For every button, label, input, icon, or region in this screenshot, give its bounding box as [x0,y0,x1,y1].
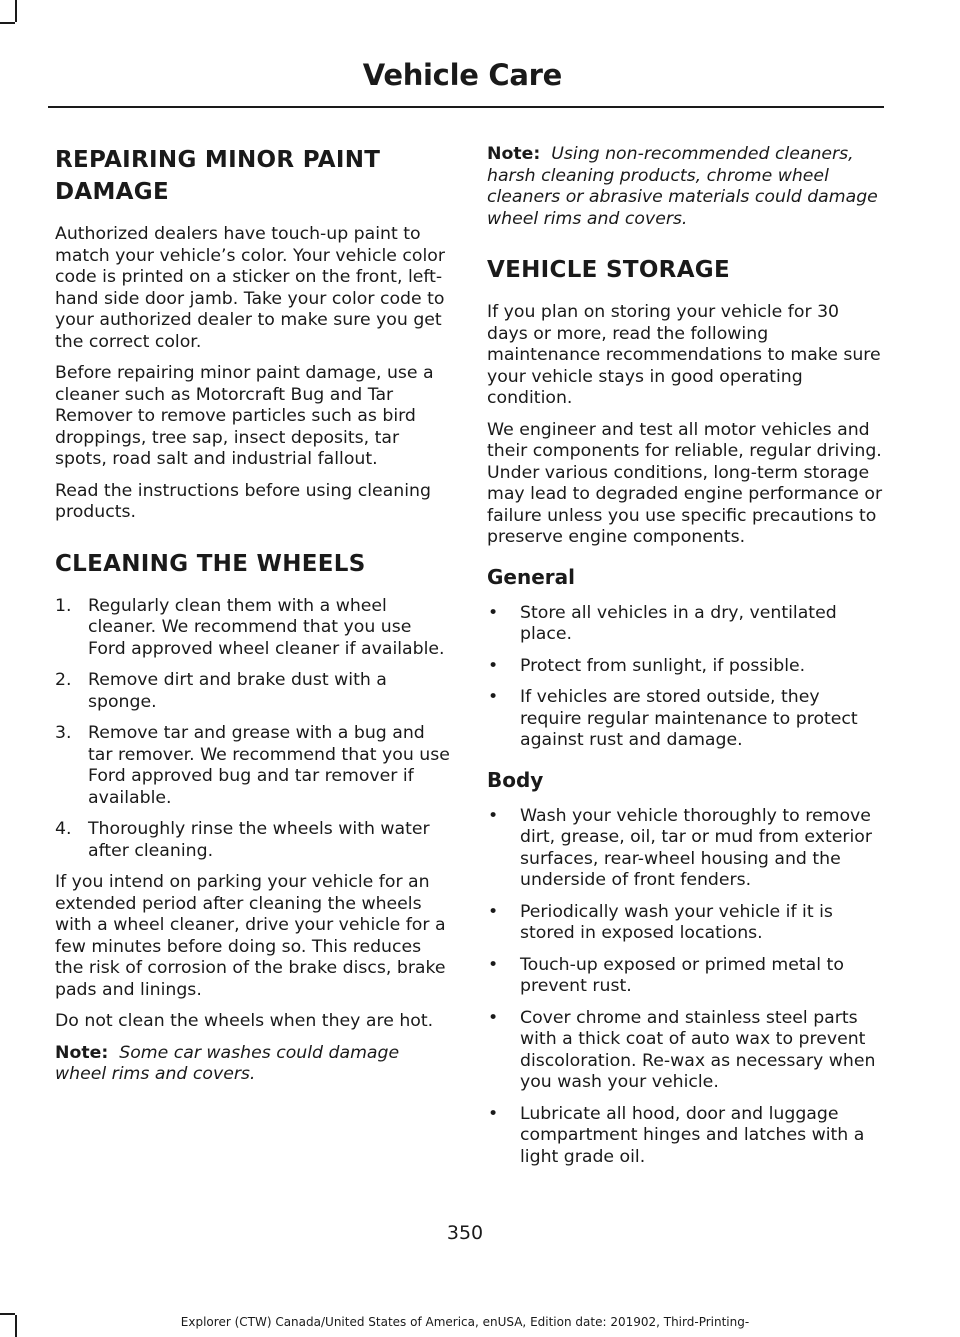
bullet: • [488,1103,499,1124]
page-number: 350 [446,1222,484,1244]
list-item [55,819,450,862]
step-number: 2. [55,670,72,690]
list-item-text: Store all vehicles in a dry, ventilated place. [520,602,837,644]
step-text: Remove dirt and brake dust with a sponge. [88,670,387,712]
list-item [487,603,885,646]
wheel-cleaning-steps [55,596,450,863]
paragraph: Before repairing minor paint damage, use a cleaner such as Motorcraft Bug and Tar Remover to remove particles such as bird droppings, tree sap, insect deposits, tar spots, road salt and industrial fallout. [55,363,434,469]
list-item [487,955,885,998]
section-heading-paint: REPAIRING MINOR PAINT DAMAGE [55,147,381,205]
paragraph: If you plan on storing your vehicle for 30 days or more, read the following maintenance recommendations to make sure your vehicle stays in good operating condition. [487,302,881,408]
step-number: 1. [55,595,72,616]
paragraph: If you intend on parking your vehicle for an extended period after cleaning the wheels with a wheel cleaner, drive your vehicle for a few minutes before doing so. This reduces the risk of corrosion of the brake discs, brake pads and linings. [55,872,446,1000]
paragraph: Do not clean the wheels when they are hot. [55,1011,434,1031]
list-item-text: Lubricate all hood, door and luggage compartment hinges and latches with a light grade oil. [520,1103,865,1167]
note-label: Note: [55,1042,109,1063]
subheading-general: General [487,564,575,589]
list-item-text: Wash your vehicle thoroughly to remove dirt, grease, oil, tar or mud from exterior surfaces, rear-wheel housing and the underside of front fenders. [520,805,872,890]
list-item [487,1008,885,1094]
subheading-body: Body [487,767,544,792]
step-number: 4. [55,819,72,839]
list-item [487,902,885,945]
crop-mark [0,22,15,24]
step-text: Thoroughly rinse the wheels with water after cleaning. [88,819,430,861]
list-item-text: Protect from sunlight, if possible. [520,655,806,676]
list-item-text: If vehicles are stored outside, they require regular maintenance to protect against rust and damage. [520,687,858,750]
list-item [487,687,885,752]
crop-mark [15,0,17,22]
bullet: • [488,1007,499,1028]
list-item [487,806,885,892]
list-item [487,656,885,678]
step-number: 3. [55,723,72,743]
note-text: Using non-recommended cleaners, harsh cleaning products, chrome wheel cleaners or abrasive materials could damage wheel rims and covers. [487,144,878,229]
list-item [55,596,450,661]
section-heading-storage: VEHICLE STORAGE [487,257,730,283]
paragraph: We engineer and test all motor vehicles and their components for reliable, regular driving. Under various conditions, long-term storage may lead to degraded engine performance or failure unless you use specific precautions to preserve engine components. [487,419,883,547]
general-list [487,603,885,752]
left-column [55,144,450,1096]
list-item [55,723,450,809]
page-header-title: Vehicle Care [362,58,562,92]
step-text: Regularly clean them with a wheel cleaner. We recommend that you use Ford approved wheel cleaner if available. [88,595,445,659]
note-label: Note: [487,144,541,164]
paragraph: Authorized dealers have touch-up paint to match your vehicle’s color. Your vehicle color code is printed on a sticker on the front, left-hand side door jamb. Take your color code to your authorized dealer to make sure you get the correct color. [55,224,445,352]
note [55,1043,450,1086]
list-item [55,670,450,713]
bullet: • [488,954,499,975]
body-list [487,806,885,1169]
list-item-text: Touch-up exposed or primed metal to prevent rust. [520,954,844,996]
note-text: Some car washes could damage wheel rims and covers. [55,1042,400,1084]
right-column [487,144,885,1178]
section-heading-wheels: CLEANING THE WHEELS [55,550,366,577]
bullet: • [488,655,499,676]
bullet: • [488,901,499,922]
bullet: • [488,805,499,826]
footer-text: Explorer (CTW) Canada/United States of America, enUSA, Edition date: 201902, Third-Printing- [180,1315,750,1329]
bullet: • [488,687,499,707]
list-item-text: Cover chrome and stainless steel parts with a thick coat of auto wax to prevent discoloration. Re-wax as necessary when you wash your vehicle. [520,1007,876,1092]
step-text: Remove tar and grease with a bug and tar remover. We recommend that you use Ford approved bug and tar remover if available. [88,723,450,808]
header-rule [48,106,884,108]
bullet: • [488,602,499,623]
paragraph: Read the instructions before using cleaning products. [55,480,431,522]
list-item [487,1104,885,1169]
note [487,144,885,230]
list-item-text: Periodically wash your vehicle if it is stored in exposed locations. [520,901,833,943]
